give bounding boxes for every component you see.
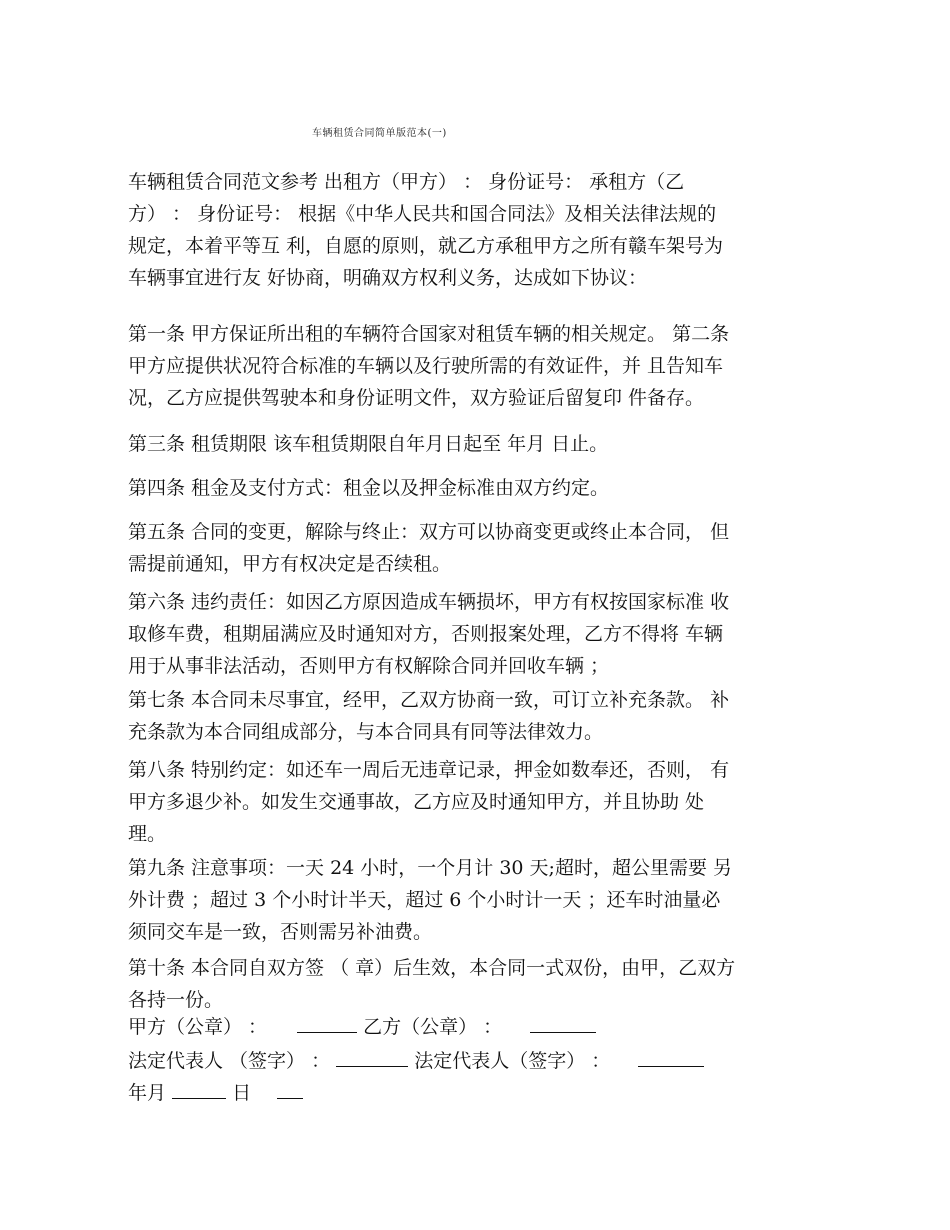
text-line: 理。 [128, 823, 167, 845]
date-month-blank[interactable] [172, 1076, 226, 1099]
text-line: 各持一份。 [128, 989, 224, 1011]
text-line: 第四条 租金及支付方式：租金以及押金标准由双方约定。 [128, 477, 610, 499]
party-b-seal-blank[interactable] [530, 1010, 596, 1033]
text-line: 方） ： 身份证号： 根据《中华人民共和国合同法》及相关法律法规的 [128, 203, 717, 225]
article-6 [128, 586, 818, 682]
document-header: 车辆租赁合同简单版范本(一) [312, 128, 447, 139]
text-line: 况，乙方应提供驾驶本和身份证明文件，双方验证后留复印 件备存。 [128, 387, 705, 409]
article-3 [128, 428, 818, 460]
text-line: 第一条 甲方保证所出租的车辆符合国家对租赁车辆的相关规定。 第二条 [128, 323, 730, 345]
party-a-rep-label: 法定代表人 （签字） ： [128, 1050, 331, 1072]
seal-row [128, 1010, 596, 1043]
article-1-2 [128, 318, 818, 414]
text-line: 甲方应提供状况符合标准的车辆以及行驶所需的有效证件，并 且告知车 [128, 355, 724, 377]
party-a-seal-label: 甲方（公章） ： [128, 1016, 268, 1038]
text-line: 第三条 租赁期限 该车租赁期限自年月日起至 年月 日止。 [128, 433, 609, 455]
text-line: 规定，本着平等互 利，自愿的原则，就乙方承租甲方之所有赣车架号为 [128, 235, 724, 257]
intro-paragraph [128, 166, 818, 294]
article-10 [128, 952, 818, 1016]
text-line: 甲方多退少补。如发生交通事故，乙方应及时通知甲方，并且协助 处 [128, 791, 705, 813]
text-line: 取修车费，租期届满应及时通知对方，否则报案处理，乙方不得将 车辆 [128, 623, 724, 645]
text-line: 第五条 合同的变更，解除与终止：双方可以协商变更或终止本合同， 但 [128, 521, 730, 543]
text-line: 充条款为本合同组成部分，与本合同具有同等法律效力。 [128, 721, 604, 743]
text-line: 第六条 违约责任：如因乙方原因造成车辆损坏，甲方有权按国家标准 收 [128, 591, 730, 613]
text-line: 外计费 ；超过 3 个小时计半天，超过 6 个小时计一天 ；还车时油量必 [128, 889, 721, 911]
article-9 [128, 852, 818, 948]
text-line: 车辆事宜进行友 好协商，明确双方权利义务，达成如下协议： [128, 267, 648, 289]
party-a-seal-blank[interactable] [297, 1010, 357, 1033]
text-line: 第十条 本合同自双方签 （ 章）后生效，本合同一式双份，由甲，乙双方 [128, 957, 736, 979]
date-day-blank[interactable] [277, 1076, 303, 1099]
text-line: 车辆租赁合同范文参考 出租方（甲方） ： 身份证号： 承租方（乙 [128, 171, 685, 193]
text-line: 用于从事非法活动，否则甲方有权解除合同并回收车辆 ； [128, 655, 610, 677]
article-8 [128, 754, 818, 850]
article-4 [128, 472, 818, 504]
party-b-rep-label: 法定代表人（签字） ： [414, 1050, 611, 1072]
article-5 [128, 516, 818, 580]
party-b-seal-label: 乙方（公章） ： [363, 1016, 503, 1038]
party-b-rep-blank[interactable] [638, 1044, 704, 1067]
representative-row [128, 1044, 704, 1077]
date-day-label: 日 [232, 1082, 252, 1104]
date-row [128, 1076, 303, 1109]
article-7 [128, 684, 818, 748]
date-year-month-label: 年月 [128, 1082, 167, 1104]
text-line: 需提前通知，甲方有权决定是否续租。 [128, 553, 452, 575]
text-line: 第七条 本合同未尽事宜，经甲，乙双方协商一致，可订立补充条款。 补 [128, 689, 730, 711]
text-line: 第九条 注意事项：一天 24 小时，一个月计 30 天;超时，超公里需要 另 [128, 857, 732, 879]
text-line: 须同交车是一致，否则需另补油费。 [128, 921, 433, 943]
text-line: 第八条 特别约定：如还车一周后无违章记录，押金如数奉还，否则， 有 [128, 759, 730, 781]
party-a-rep-blank[interactable] [336, 1044, 408, 1067]
